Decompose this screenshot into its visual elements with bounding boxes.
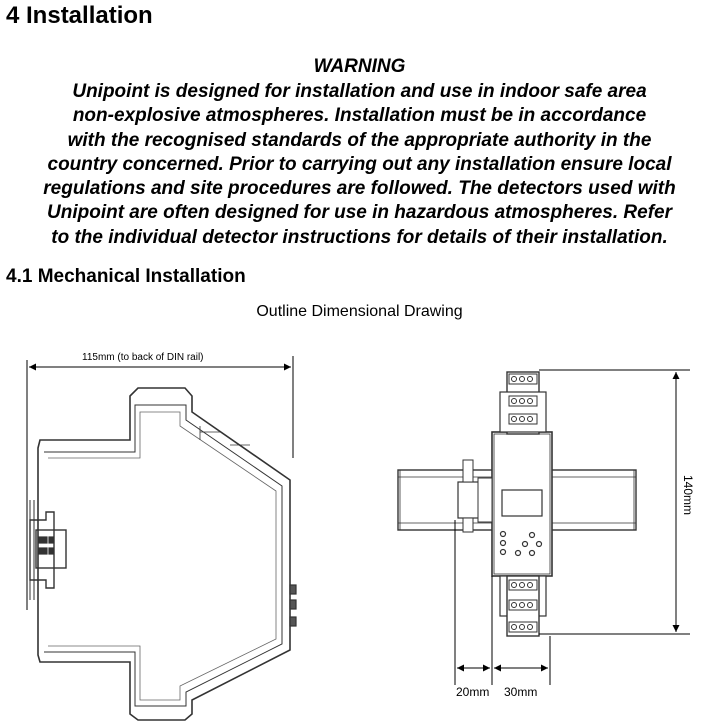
warning-line: regulations and site procedures are followed. The detectors used with xyxy=(43,178,676,200)
warning-line: to the individual detector instructions for details of their installation. xyxy=(51,226,668,248)
drawing-caption: Outline Dimensional Drawing xyxy=(256,303,463,320)
warning-line: country concerned. Prior to carrying out any installation ensure local xyxy=(47,153,672,175)
warning-line: Unipoint are often designed for use in hazardous atmospheres. Refer xyxy=(47,202,672,224)
warning-line: non-explosive atmospheres. Installation must be in accordance xyxy=(72,105,647,127)
front-width-label: 30mm xyxy=(504,685,538,699)
front-height-label: 140mm xyxy=(681,475,695,516)
warning-title: WARNING xyxy=(313,56,406,77)
warning-line: Unipoint is designed for installation and use in indoor safe area xyxy=(72,81,647,102)
front-offset-label: 20mm xyxy=(456,685,490,699)
section-heading: 4 Installation xyxy=(6,2,153,29)
side-width-label: 115mm (to back of DIN rail) xyxy=(82,352,204,363)
side-view-drawing xyxy=(27,356,296,720)
front-view-drawing xyxy=(398,370,690,685)
warning-line: with the recognised standards of the appropriate authority in the xyxy=(67,129,652,151)
subsection-heading: 4.1 Mechanical Installation xyxy=(6,266,246,287)
